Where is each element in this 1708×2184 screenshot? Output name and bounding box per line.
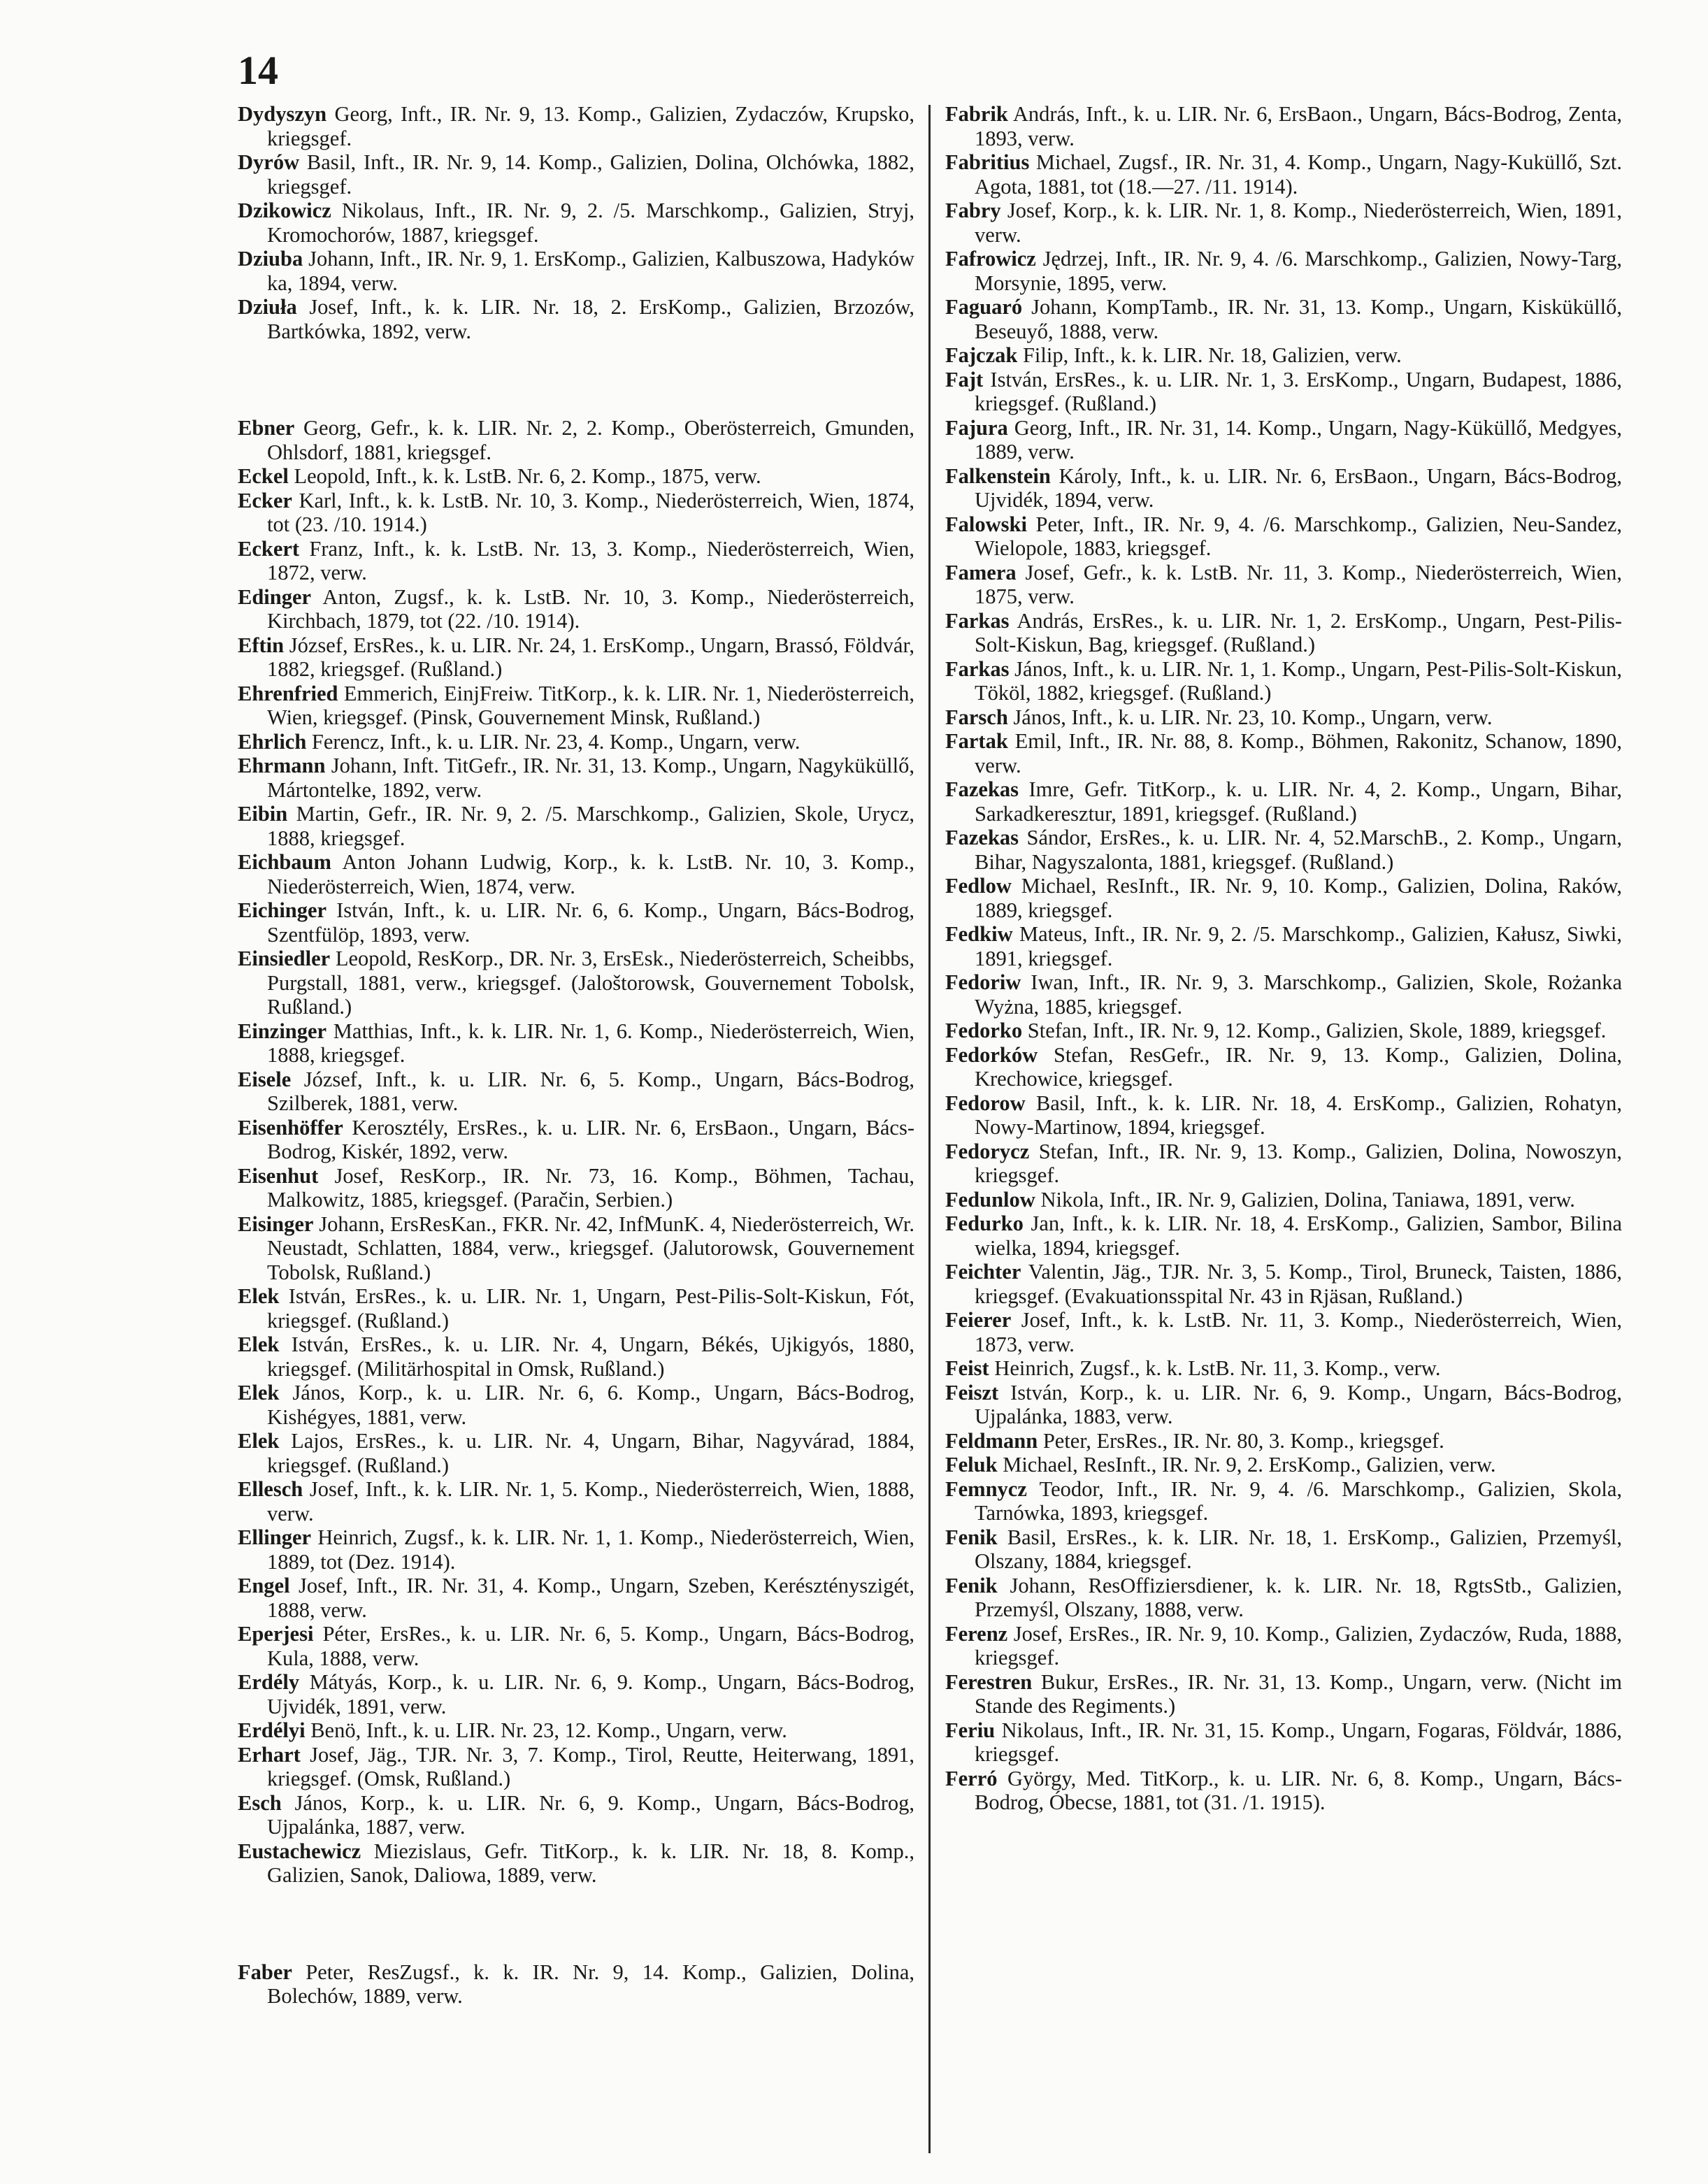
entry-details: András, Inft., k. u. LIR. Nr. 6, ErsBaon., Ungarn, Bács-Bodrog, Zenta, 1893, verw. bbox=[975, 102, 1622, 150]
register-entry bbox=[945, 970, 1622, 1019]
entry-details: Nikolaus, Inft., IR. Nr. 9, 2. /5. Marschkomp., Galizien, Stryj, Kromochorów, 1887, kriegsgef. bbox=[267, 199, 915, 247]
entry-details: Georg, Inft., IR. Nr. 31, 14. Komp., Ungarn, Nagy-Küküllő, Medgyes, 1889, verw. bbox=[975, 415, 1623, 464]
entry-group-e bbox=[238, 416, 914, 1888]
entry-details: Johann, Inft., IR. Nr. 9, 1. ErsKomp., Galizien, Kalbuszowa, Hadyków ka, 1894, verw. bbox=[267, 247, 915, 295]
entry-surname: Fedlow bbox=[945, 874, 1012, 898]
register-entry bbox=[945, 1212, 1622, 1260]
entry-surname: Farsch bbox=[945, 705, 1008, 729]
register-entry bbox=[945, 922, 1622, 970]
entry-details: Josef, ResKorp., IR. Nr. 73, 16. Komp., Böhmen, Tachau, Malkowitz, 1885, kriegsgef. (Paračin, Serbien.) bbox=[267, 1163, 914, 1212]
column-divider bbox=[928, 105, 931, 2153]
entry-surname: Faber bbox=[238, 1960, 292, 1984]
register-entry bbox=[945, 1260, 1622, 1308]
entry-surname: Dziuła bbox=[238, 295, 297, 319]
entry-surname: Eckel bbox=[238, 464, 289, 488]
register-entry bbox=[945, 416, 1622, 464]
entry-surname: Eisinger bbox=[238, 1212, 314, 1236]
register-entry bbox=[238, 730, 914, 754]
entry-surname: Einsiedler bbox=[238, 947, 331, 970]
entry-details: Miezislaus, Gefr. TitKorp., k. k. LIR. Nr. 18, 8. Komp., Galizien, Sanok, Daliowa, 1889, verw. bbox=[267, 1839, 915, 1887]
register-entry bbox=[945, 1670, 1622, 1718]
entry-surname: Ferenz bbox=[945, 1621, 1008, 1646]
entry-details: Anton, Zugsf., k. k. LstB. Nr. 10, 3. Komp., Niederösterreich, Kirchbach, 1879, tot (22. /10. 1914). bbox=[267, 584, 914, 633]
register-entry bbox=[238, 1622, 914, 1670]
entry-surname: Feluk bbox=[945, 1453, 998, 1477]
entry-surname: Falowski bbox=[945, 512, 1027, 536]
entry-surname: Dyrów bbox=[238, 150, 300, 174]
entry-surname: Eibin bbox=[238, 802, 288, 826]
entry-details: Michael, Zugsf., IR. Nr. 31, 4. Komp., Ungarn, Nagy-Kuküllő, Szt. Agota, 1881, tot (18.—27. /11. 1914). bbox=[975, 150, 1622, 199]
entry-surname: Femnycz bbox=[945, 1477, 1027, 1501]
register-entry bbox=[238, 1574, 914, 1622]
entry-surname: Dziuba bbox=[238, 247, 303, 271]
entry-surname: Ebner bbox=[238, 416, 295, 440]
entry-surname: Fedorycz bbox=[945, 1139, 1030, 1163]
register-entry bbox=[945, 777, 1622, 826]
entry-details: Josef, Jäg., TJR. Nr. 3, 7. Komp., Tirol, Reutte, Heiterwang, 1891, kriegsgef. (Omsk, Rußland.) bbox=[267, 1742, 915, 1790]
entry-details: János, Korp., k. u. LIR. Nr. 6, 6. Komp., Ungarn, Bács-Bodrog, Kishégyes, 1881, verw. bbox=[267, 1381, 914, 1429]
entry-details: Lajos, ErsRes., k. u. LIR. Nr. 4, Ungarn, Bihar, Nagyvárad, 1884, kriegsgef. (Rußland.) bbox=[267, 1429, 915, 1477]
register-entry bbox=[945, 1574, 1622, 1622]
entry-surname: Eichinger bbox=[238, 898, 327, 922]
register-entry bbox=[238, 150, 914, 199]
register-entry bbox=[945, 102, 1622, 150]
register-entry bbox=[945, 1140, 1622, 1188]
entry-details: Johann, ErsResKan., FKR. Nr. 42, InfMunK. 4, Niederösterreich, Wr. Neustadt, Schlatten, 1884, verw., kriegsgef. (Jalutorowsk, Gouvernement Tobolsk, Rußland.) bbox=[267, 1212, 914, 1284]
entry-details: Ferencz, Inft., k. u. LIR. Nr. 23, 4. Komp., Ungarn, verw. bbox=[311, 729, 801, 754]
register-entry bbox=[238, 247, 914, 295]
entry-details: István, Korp., k. u. LIR. Nr. 6, 9. Komp., Ungarn, Bács-Bodrog, Ujpalánka, 1883, verw. bbox=[975, 1380, 1622, 1428]
entry-surname: Fedorow bbox=[945, 1091, 1026, 1115]
entry-surname: Ferestren bbox=[945, 1669, 1033, 1694]
entry-surname: Feldmann bbox=[945, 1428, 1038, 1453]
register-entry bbox=[945, 1622, 1622, 1670]
entry-details: Filip, Inft., k. k. LIR. Nr. 18, Galizien, verw. bbox=[1022, 343, 1402, 367]
entry-details: Franz, Inft., k. k. LstB. Nr. 13, 3. Komp., Niederösterreich, Wien, 1872, verw. bbox=[267, 536, 914, 584]
entry-surname: Einzinger bbox=[238, 1019, 327, 1043]
entry-surname: Elek bbox=[238, 1332, 280, 1356]
entry-details: Anton Johann Ludwig, Korp., k. k. LstB. Nr. 10, 3. Komp., Niederösterreich, Wien, 1874, verw. bbox=[267, 850, 914, 898]
entry-surname: Ehrmann bbox=[238, 754, 326, 777]
entry-details: János, Inft., k. u. LIR. Nr. 23, 10. Komp., Ungarn, verw. bbox=[1013, 705, 1493, 729]
entry-surname: Dydyszyn bbox=[238, 102, 327, 126]
entry-details: Nikola, Inft., IR. Nr. 9, Galizien, Dolina, Taniawa, 1891, verw. bbox=[1040, 1187, 1575, 1212]
entry-details: Stefan, Inft., IR. Nr. 9, 13. Komp., Galizien, Dolina, Nowoszyn, kriegsgef. bbox=[975, 1139, 1622, 1187]
entry-details: Jan, Inft., k. k. LIR. Nr. 18, 4. ErsKomp., Galizien, Sambor, Bilina wielka, 1894, kriegsgef. bbox=[975, 1212, 1622, 1260]
entry-details: Josef, ErsRes., IR. Nr. 9, 10. Komp., Galizien, Zydaczów, Ruda, 1888, kriegsgef. bbox=[975, 1621, 1622, 1669]
section-gap bbox=[238, 1888, 914, 1960]
entry-surname: Ellesch bbox=[238, 1477, 303, 1501]
register-entry bbox=[238, 1164, 914, 1212]
register-entry bbox=[238, 1284, 914, 1332]
entry-details: Josef, Inft., k. k. LIR. Nr. 1, 5. Komp., Niederösterreich, Wien, 1888, verw. bbox=[267, 1477, 915, 1525]
register-entry bbox=[945, 729, 1622, 777]
entry-details: Georg, Gefr., k. k. LIR. Nr. 2, 2. Komp., Oberösterreich, Gmunden, Ohlsdorf, 1881, kriegsgef. bbox=[267, 416, 915, 464]
entry-details: Iwan, Inft., IR. Nr. 9, 3. Marschkomp., Galizien, Skole, Rożanka Wyżna, 1885, kriegsgef. bbox=[975, 970, 1622, 1019]
entry-details: Basil, ErsRes., k. k. LIR. Nr. 18, 1. ErsKomp., Galizien, Przemyśl, Olszany, 1884, kriegsgef. bbox=[975, 1525, 1623, 1573]
entry-details: Peter, ResZugsf., k. k. IR. Nr. 9, 14. Komp., Galizien, Dolina, Bolechów, 1889, verw. bbox=[267, 1960, 914, 2008]
entry-surname: Fedorków bbox=[945, 1042, 1038, 1067]
register-entry bbox=[945, 1429, 1622, 1453]
entry-details: Emil, Inft., IR. Nr. 88, 8. Komp., Böhmen, Rakonitz, Schanow, 1890, verw. bbox=[975, 729, 1622, 777]
entry-surname: Eisenhöffer bbox=[238, 1115, 343, 1140]
entry-details: Michael, ResInft., IR. Nr. 9, 2. ErsKomp., Galizien, verw. bbox=[1003, 1453, 1496, 1477]
register-entry bbox=[238, 1525, 914, 1574]
entry-details: Benö, Inft., k. u. LIR. Nr. 23, 12. Komp., Ungarn, verw. bbox=[310, 1718, 787, 1742]
entry-surname: Falkenstein bbox=[945, 464, 1051, 488]
entry-details: Imre, Gefr. TitKorp., k. u. LIR. Nr. 4, 2. Komp., Ungarn, Bihar, Sarkadkeresztur, 1891, kriegsgef. (Rußland.) bbox=[975, 777, 1622, 826]
register-entry bbox=[945, 561, 1622, 609]
register-entry bbox=[945, 1091, 1622, 1140]
entry-surname: Eustachewicz bbox=[238, 1839, 361, 1863]
entry-surname: Ehrenfried bbox=[238, 681, 338, 705]
entry-surname: Faguaró bbox=[945, 295, 1023, 319]
register-entry bbox=[238, 947, 914, 1019]
register-entry bbox=[945, 609, 1622, 657]
entry-details: Matthias, Inft., k. k. LIR. Nr. 1, 6. Komp., Niederösterreich, Wien, 1888, kriegsgef. bbox=[267, 1019, 915, 1067]
register-entry bbox=[238, 754, 914, 802]
entry-surname: Fartak bbox=[945, 729, 1008, 753]
register-entry bbox=[238, 102, 914, 150]
entry-surname: Fedunlow bbox=[945, 1187, 1035, 1212]
entry-surname: Fajt bbox=[945, 367, 984, 391]
entry-details: Johann, Inft. TitGefr., IR. Nr. 31, 13. Komp., Ungarn, Nagyküküllő, Mártontelke, 1892, verw. bbox=[267, 754, 915, 802]
entry-surname: Elek bbox=[238, 1381, 280, 1404]
entry-surname: Erhart bbox=[238, 1742, 301, 1767]
entry-group-d bbox=[238, 102, 914, 343]
entry-details: Peter, ErsRes., IR. Nr. 80, 3. Komp., kriegsgef. bbox=[1042, 1428, 1444, 1453]
register-entry bbox=[238, 295, 914, 343]
entry-surname: Eperjesi bbox=[238, 1622, 314, 1646]
register-entry bbox=[945, 1308, 1622, 1356]
entry-details: István, ErsRes., k. u. LIR. Nr. 4, Ungarn, Békés, Ujkigyós, 1880, kriegsgef. (Militärhospital in Omsk, Rußland.) bbox=[267, 1332, 914, 1381]
register-entry bbox=[945, 199, 1622, 247]
entry-details: András, ErsRes., k. u. LIR. Nr. 1, 2. ErsKomp., Ungarn, Pest-Pilis-Solt-Kiskun, Bag, kriegsgef. (Rußland.) bbox=[975, 608, 1622, 656]
entry-surname: Dzikowicz bbox=[238, 199, 331, 222]
entry-surname: Farkas bbox=[945, 608, 1010, 633]
entry-surname: Feiszt bbox=[945, 1380, 999, 1404]
entry-surname: Fajczak bbox=[945, 343, 1018, 367]
register-entry bbox=[238, 850, 914, 898]
register-entry bbox=[238, 537, 914, 585]
register-entry bbox=[238, 1960, 914, 2009]
register-entry bbox=[238, 1839, 914, 1888]
register-entry bbox=[945, 1019, 1622, 1043]
entry-surname: Edinger bbox=[238, 584, 312, 609]
left-column bbox=[238, 102, 914, 2009]
entry-details: János, Korp., k. u. LIR. Nr. 6, 9. Komp., Ungarn, Bács-Bodrog, Ujpalánka, 1887, verw. bbox=[267, 1790, 914, 1839]
entry-details: György, Med. TitKorp., k. u. LIR. Nr. 6, 8. Komp., Ungarn, Bács-Bodrog, Óbecse, 1881, tot (31. /1. 1915). bbox=[975, 1766, 1622, 1814]
entry-details: István, Inft., k. u. LIR. Nr. 6, 6. Komp., Ungarn, Bács-Bodrog, Szentfülöp, 1893, verw. bbox=[267, 898, 915, 947]
entry-surname: Ehrlich bbox=[238, 729, 307, 754]
entry-details: Josef, Inft., IR. Nr. 31, 4. Komp., Ungarn, Szeben, Kerésztényszigét, 1888, verw. bbox=[267, 1574, 914, 1622]
register-entry bbox=[238, 1068, 914, 1116]
register-entry bbox=[945, 247, 1622, 295]
register-entry bbox=[238, 1429, 914, 1477]
entry-details: Basil, Inft., IR. Nr. 9, 14. Komp., Galizien, Dolina, Olchówka, 1882, kriegsgef. bbox=[267, 150, 914, 199]
entry-surname: Eftin bbox=[238, 633, 285, 657]
entry-details: István, ErsRes., k. u. LIR. Nr. 1, 3. ErsKomp., Ungarn, Budapest, 1886, kriegsgef. (Rußland.) bbox=[975, 367, 1622, 415]
entry-details: Heinrich, Zugsf., k. k. LstB. Nr. 11, 3. Komp., verw. bbox=[994, 1356, 1441, 1380]
register-entry bbox=[945, 1477, 1622, 1525]
entry-details: Michael, ResInft., IR. Nr. 9, 10. Komp., Galizien, Dolina, Raków, 1889, kriegsgef. bbox=[975, 874, 1623, 922]
entry-details: Heinrich, Zugsf., k. k. LIR. Nr. 1, 1. Komp., Niederösterreich, Wien, 1889, tot (Dez. 1914). bbox=[267, 1525, 914, 1574]
entry-details: Stefan, ResGefr., IR. Nr. 9, 13. Komp., Galizien, Dolina, Krechowice, kriegsgef. bbox=[975, 1042, 1623, 1091]
entry-surname: Esch bbox=[238, 1790, 282, 1815]
register-entry bbox=[945, 1043, 1622, 1091]
register-entry bbox=[945, 295, 1622, 343]
register-entry bbox=[238, 1743, 914, 1791]
register-entry bbox=[238, 416, 914, 464]
entry-details: Valentin, Jäg., TJR. Nr. 3, 5. Komp., Tirol, Bruneck, Taisten, 1886, kriegsgef. (Evakuationsspital Nr. 43 in Rjäsan, Rußland.) bbox=[975, 1260, 1622, 1308]
register-entry bbox=[238, 585, 914, 633]
register-entry bbox=[945, 1767, 1622, 1815]
register-entry bbox=[945, 1525, 1622, 1574]
register-entry bbox=[238, 802, 914, 850]
entry-surname: Fabrik bbox=[945, 102, 1008, 126]
register-entry bbox=[238, 1332, 914, 1381]
entry-details: Mateus, Inft., IR. Nr. 9, 2. /5. Marschkomp., Galizien, Kałusz, Siwki, 1891, kriegsgef. bbox=[975, 922, 1622, 970]
register-entry bbox=[945, 1381, 1622, 1429]
register-entry bbox=[238, 1381, 914, 1429]
register-entry bbox=[945, 1188, 1622, 1212]
entry-surname: Fabry bbox=[945, 199, 1001, 222]
entry-details: Johann, KompTamb., IR. Nr. 31, 13. Komp., Ungarn, Kisküküllő, Beseuyő, 1888, verw. bbox=[975, 295, 1623, 343]
entry-details: Teodor, Inft., IR. Nr. 9, 4. /6. Marschkomp., Galizien, Skola, Tarnówka, 1893, kriegsgef. bbox=[975, 1477, 1622, 1525]
entry-surname: Feichter bbox=[945, 1260, 1021, 1284]
register-entry bbox=[238, 464, 914, 489]
entry-details: Jędrzej, Inft., IR. Nr. 9, 4. /6. Marschkomp., Galizien, Nowy-Targ, Morsynie, 1895, verw. bbox=[975, 247, 1622, 295]
entry-surname: Eisenhut bbox=[238, 1163, 319, 1188]
entry-surname: Erdély bbox=[238, 1670, 300, 1694]
entry-surname: Elek bbox=[238, 1284, 280, 1308]
entry-details: Martin, Gefr., IR. Nr. 9, 2. /5. Marschkomp., Galizien, Skole, Urycz, 1888, kriegsgef. bbox=[267, 802, 914, 850]
entry-details: Nikolaus, Inft., IR. Nr. 31, 15. Komp., Ungarn, Fogaras, Földvár, 1886, kriegsgef. bbox=[975, 1718, 1622, 1766]
entry-surname: Fabritius bbox=[945, 150, 1030, 174]
page-number: 14 bbox=[238, 48, 278, 93]
entry-surname: Fedoriw bbox=[945, 970, 1021, 994]
entry-details: János, Inft., k. u. LIR. Nr. 1, 1. Komp., Ungarn, Pest-Pilis-Solt-Kiskun, Tököl, 1882, kriegsgef. (Rußland.) bbox=[975, 656, 1622, 705]
entry-details: Georg, Inft., IR. Nr. 9, 13. Komp., Galizien, Zydaczów, Krupsko, kriegsgef. bbox=[267, 102, 914, 150]
entry-details: Stefan, Inft., IR. Nr. 9, 12. Komp., Galizien, Skole, 1889, kriegsgef. bbox=[1027, 1019, 1607, 1042]
entry-group-f bbox=[238, 1960, 914, 2009]
register-entry bbox=[238, 199, 914, 247]
register-entry bbox=[945, 512, 1622, 561]
register-entry bbox=[238, 1212, 914, 1285]
entry-surname: Fazekas bbox=[945, 777, 1019, 801]
entry-surname: Feist bbox=[945, 1356, 989, 1380]
entry-details: Sándor, ErsRes., k. u. LIR. Nr. 4, 52.MarschB., 2. Komp., Ungarn, Bihar, Nagyszalonta, 1881, kriegsgef. (Rußland.) bbox=[975, 826, 1622, 874]
register-entry bbox=[945, 874, 1622, 922]
register-entry bbox=[945, 343, 1622, 368]
entry-details: Josef, Inft., k. k. LstB. Nr. 11, 3. Komp., Niederösterreich, Wien, 1873, verw. bbox=[975, 1308, 1623, 1356]
entry-details: Johann, ResOffiziersdiener, k. k. LIR. Nr. 18, RgtsStb., Galizien, Przemyśl, Olszany, 1888, verw. bbox=[975, 1573, 1623, 1621]
entry-surname: Fedurko bbox=[945, 1212, 1024, 1235]
register-entry bbox=[238, 1718, 914, 1743]
register-entry bbox=[238, 633, 914, 682]
entry-surname: Engel bbox=[238, 1574, 290, 1597]
register-entry bbox=[238, 1019, 914, 1068]
register-entry bbox=[945, 705, 1622, 730]
register-entry bbox=[945, 657, 1622, 705]
register-entry bbox=[945, 368, 1622, 416]
entry-details: István, ErsRes., k. u. LIR. Nr. 1, Ungarn, Pest-Pilis-Solt-Kiskun, Fót, kriegsgef. (Rußland.) bbox=[267, 1284, 914, 1332]
entry-surname: Erdélyi bbox=[238, 1718, 306, 1742]
register-entry bbox=[238, 1477, 914, 1525]
register-entry bbox=[945, 826, 1622, 874]
entry-surname: Fedorko bbox=[945, 1019, 1023, 1042]
entry-details: Josef, Inft., k. k. LIR. Nr. 18, 2. ErsKomp., Galizien, Brzozów, Bartkówka, 1892, verw. bbox=[267, 295, 915, 343]
entry-surname: Farkas bbox=[945, 656, 1010, 681]
register-entry bbox=[945, 1718, 1622, 1767]
entry-surname: Ecker bbox=[238, 488, 292, 512]
entry-surname: Fenik bbox=[945, 1573, 998, 1597]
register-entry bbox=[238, 898, 914, 947]
entry-details: Basil, Inft., k. k. LIR. Nr. 18, 4. ErsKomp., Galizien, Rohatyn, Nowy-Martinow, 1894, kriegsgef. bbox=[975, 1091, 1623, 1139]
entry-surname: Fafrowicz bbox=[945, 247, 1036, 271]
entry-details: Josef, Korp., k. k. LIR. Nr. 1, 8. Komp., Niederösterreich, Wien, 1891, verw. bbox=[975, 199, 1623, 247]
entry-surname: Fenik bbox=[945, 1525, 998, 1549]
register-entry bbox=[238, 489, 914, 537]
entry-details: Mátyás, Korp., k. u. LIR. Nr. 6, 9. Komp., Ungarn, Bács-Bodrog, Ujvidék, 1891, verw. bbox=[267, 1670, 915, 1718]
entry-surname: Fazekas bbox=[945, 826, 1019, 849]
entry-details: Leopold, Inft., k. k. LstB. Nr. 6, 2. Komp., 1875, verw. bbox=[294, 464, 761, 488]
entry-details: Josef, Gefr., k. k. LstB. Nr. 11, 3. Komp., Niederösterreich, Wien, 1875, verw. bbox=[975, 560, 1622, 608]
register-entry bbox=[945, 1356, 1622, 1381]
entry-surname: Eisele bbox=[238, 1067, 292, 1091]
entry-details: Emmerich, EinjFreiw. TitKorp., k. k. LIR. Nr. 1, Niederösterreich, Wien, kriegsgef. (Pinsk, Gouvernement Minsk, Rußland.) bbox=[267, 681, 915, 729]
register-entry bbox=[238, 1791, 914, 1839]
entry-surname: Ellinger bbox=[238, 1525, 312, 1549]
entry-surname: Ferró bbox=[945, 1766, 998, 1790]
entry-details: Karl, Inft., k. k. LstB. Nr. 10, 3. Komp., Niederösterreich, Wien, 1874, tot (23. /10. 1914.) bbox=[267, 488, 914, 536]
entry-details: Bukur, ErsRes., IR. Nr. 31, 13. Komp., Ungarn, verw. (Nicht im Stande des Regiments.) bbox=[975, 1669, 1623, 1718]
register-entry bbox=[945, 150, 1622, 199]
register-entry bbox=[945, 1453, 1622, 1477]
entry-details: Leopold, ResKorp., DR. Nr. 3, ErsEsk., Niederösterreich, Scheibbs, Purgstall, 1881, verw., kriegsgef. (Jaloštorowsk, Gouvernement Tobolsk, Rußland.) bbox=[267, 947, 914, 1019]
entry-surname: Feriu bbox=[945, 1718, 996, 1742]
section-gap bbox=[238, 343, 914, 416]
register-entry bbox=[945, 464, 1622, 512]
entry-surname: Eichbaum bbox=[238, 850, 331, 874]
entry-surname: Elek bbox=[238, 1429, 280, 1453]
entry-details: József, ErsRes., k. u. LIR. Nr. 24, 1. ErsKomp., Ungarn, Brassó, Földvár, 1882, kriegsgef. (Rußland.) bbox=[267, 633, 915, 681]
entry-surname: Fedkiw bbox=[945, 922, 1013, 946]
entry-details: Kerosztély, ErsRes., k. u. LIR. Nr. 6, ErsBaon., Ungarn, Bács-Bodrog, Kiskér, 1892, verw. bbox=[267, 1115, 914, 1163]
entry-details: Károly, Inft., k. u. LIR. Nr. 6, ErsBaon., Ungarn, Bács-Bodrog, Ujvidék, 1894, verw. bbox=[975, 464, 1622, 512]
entry-surname: Feierer bbox=[945, 1308, 1012, 1332]
entry-details: Peter, Inft., IR. Nr. 9, 4. /6. Marschkomp., Galizien, Neu-Sandez, Wielopole, 1883, kriegsgef. bbox=[975, 512, 1622, 560]
entry-surname: Eckert bbox=[238, 536, 300, 561]
right-column bbox=[945, 102, 1622, 1815]
entry-details: Péter, ErsRes., k. u. LIR. Nr. 6, 5. Komp., Ungarn, Bács-Bodrog, Kula, 1888, verw. bbox=[267, 1622, 914, 1670]
register-entry bbox=[238, 682, 914, 730]
entry-surname: Famera bbox=[945, 560, 1017, 584]
entry-details: József, Inft., k. u. LIR. Nr. 6, 5. Komp., Ungarn, Bács-Bodrog, Szilberek, 1881, verw. bbox=[267, 1067, 914, 1115]
register-entry bbox=[238, 1670, 914, 1718]
register-entry bbox=[238, 1116, 914, 1164]
entry-surname: Fajura bbox=[945, 415, 1008, 440]
